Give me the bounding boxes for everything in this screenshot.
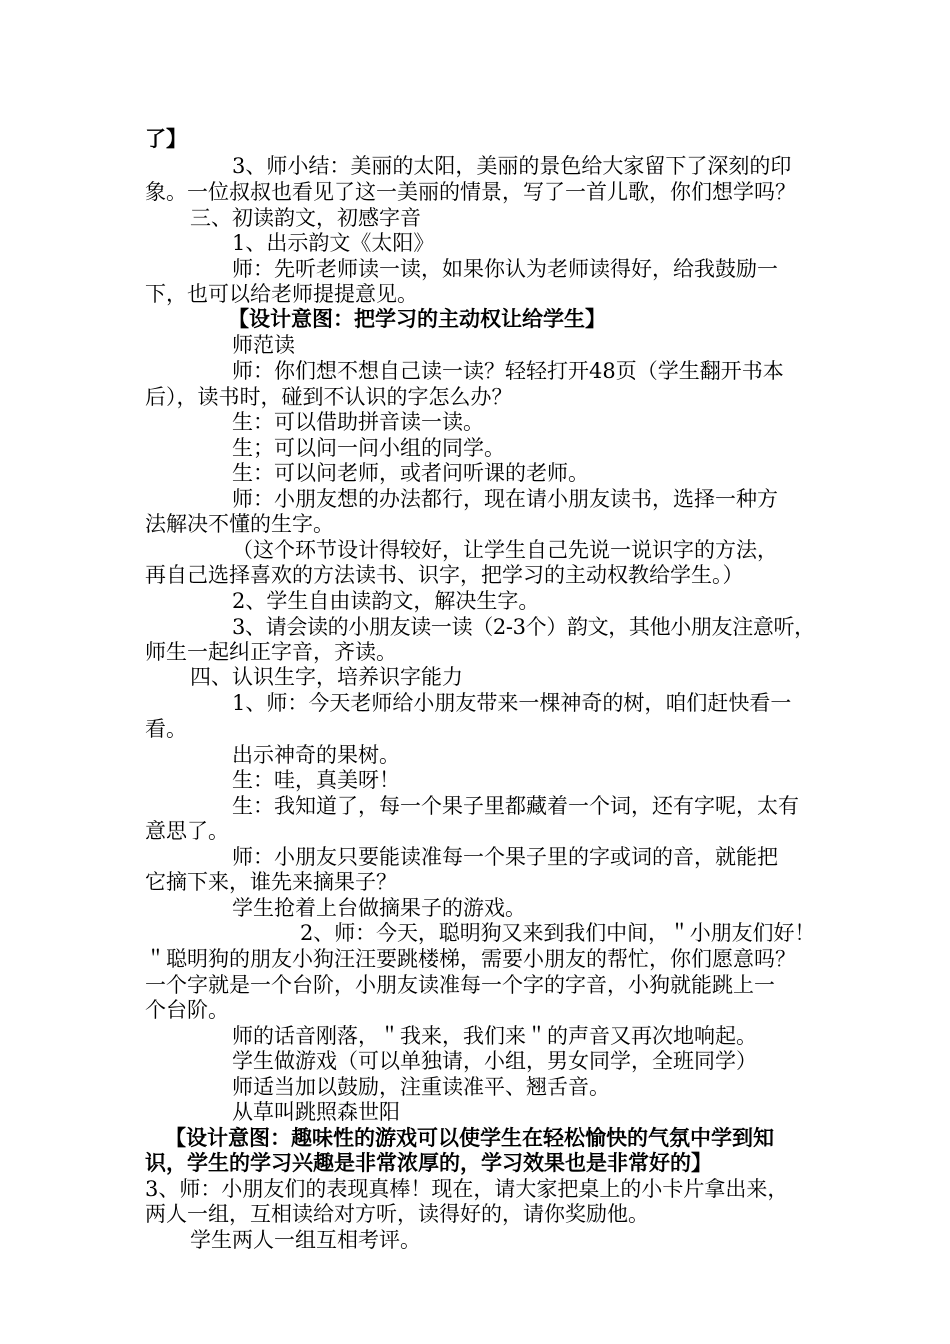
text-line: 学生两人一组互相考评。	[190, 1228, 421, 1252]
text-line: 生：可以问老师，或者问听课的老师。	[232, 461, 589, 485]
design-intent-note: 识，学生的学习兴趣是非常浓厚的，学习效果也是非常好的】	[145, 1151, 712, 1175]
section-heading: 三、初读韵文，初感字音	[190, 206, 421, 230]
text-line: 再自己选择喜欢的方法读书、识字，把学习的主动权教给学生。）	[145, 563, 744, 587]
text-line: （这个环节设计得较好，让学生自己先说一说识字的方法，	[232, 538, 778, 562]
text-line: 师的话音刚落，＂我来，我们来＂的声音又再次地响起。	[232, 1024, 757, 1048]
text-line: 2、师：今天，聪明狗又来到我们中间，＂小朋友们好！	[300, 921, 816, 945]
text-line: 师：你们想不想自己读一读？轻轻打开48页（学生翻开书本	[232, 359, 784, 383]
text-line: 2、学生自由读韵文，解决生字。	[232, 589, 540, 613]
text-line: 1、师：今天老师给小朋友带来一棵神奇的树，咱们赶快看一	[232, 691, 792, 715]
text-line: 1、出示韵文《太阳》	[232, 231, 435, 255]
text-line: 后），读书时，碰到不认识的字怎么办？	[145, 385, 513, 409]
text-line: 师生一起纠正字音，齐读。	[145, 640, 397, 664]
text-line: ＂聪明狗的朋友小狗汪汪要跳楼梯，需要小朋友的帮忙，你们愿意吗？	[145, 947, 796, 971]
text-line: 意思了。	[145, 819, 229, 843]
text-line: 出示神奇的果树。	[232, 743, 400, 767]
text-line: 师：小朋友只要能读准每一个果子里的字或词的音，就能把	[232, 845, 778, 869]
text-line: 生：我知道了，每一个果子里都藏着一个词，还有字呢，太有	[232, 794, 799, 818]
text-line: 3、师小结：美丽的太阳，美丽的景色给大家留下了深刻的印	[232, 154, 792, 178]
design-intent-note: 【设计意图：把学习的主动权让给学生】	[228, 307, 606, 331]
text-line: 师适当加以鼓励，注重读准平、翘舌音。	[232, 1075, 610, 1099]
text-line: 象。一位叔叔也看见了这一美丽的情景，写了一首儿歌，你们想学吗？	[145, 180, 796, 204]
text-line: 生：可以借助拼音读一读。	[232, 410, 484, 434]
text-line: 从草叫跳照森世阳	[232, 1100, 400, 1124]
text-line: 师：小朋友想的办法都行，现在请小朋友读书，选择一种方	[232, 487, 778, 511]
text-line: 师：先听老师读一读，如果你认为老师读得好，给我鼓励一	[232, 257, 778, 281]
text-line: 个台阶。	[145, 998, 229, 1022]
text-line: 生；可以问一问小组的同学。	[232, 436, 505, 460]
text-line: 法解决不懂的生字。	[145, 512, 334, 536]
text-line: 了】	[145, 127, 187, 151]
text-line: 看。	[145, 717, 187, 741]
text-line: 师范读	[232, 333, 295, 357]
text-line: 3、请会读的小朋友读一读（2-3个）韵文，其他小朋友注意听，	[232, 615, 815, 639]
section-heading: 四、认识生字，培养识字能力	[190, 665, 463, 689]
text-line: 学生做游戏（可以单独请，小组，男女同学，全班同学）	[232, 1049, 757, 1073]
text-line: 3、师：小朋友们的表现真棒！现在，请大家把桌上的小卡片拿出来，	[145, 1177, 789, 1201]
design-intent-note: 【设计意图：趣味性的游戏可以使学生在轻松愉快的气氛中学到知	[165, 1126, 774, 1150]
text-line: 学生抢着上台做摘果子的游戏。	[232, 896, 526, 920]
text-line: 两人一组，互相读给对方听，读得好的，请你奖励他。	[145, 1202, 649, 1226]
text-line: 下，也可以给老师提提意见。	[145, 282, 418, 306]
text-line: 它摘下来，谁先来摘果子？	[145, 870, 397, 894]
text-line: 一个字就是一个台阶，小朋友读准每一个字的字音，小狗就能跳上一	[145, 973, 775, 997]
text-line: 生：哇，真美呀！	[232, 768, 400, 792]
